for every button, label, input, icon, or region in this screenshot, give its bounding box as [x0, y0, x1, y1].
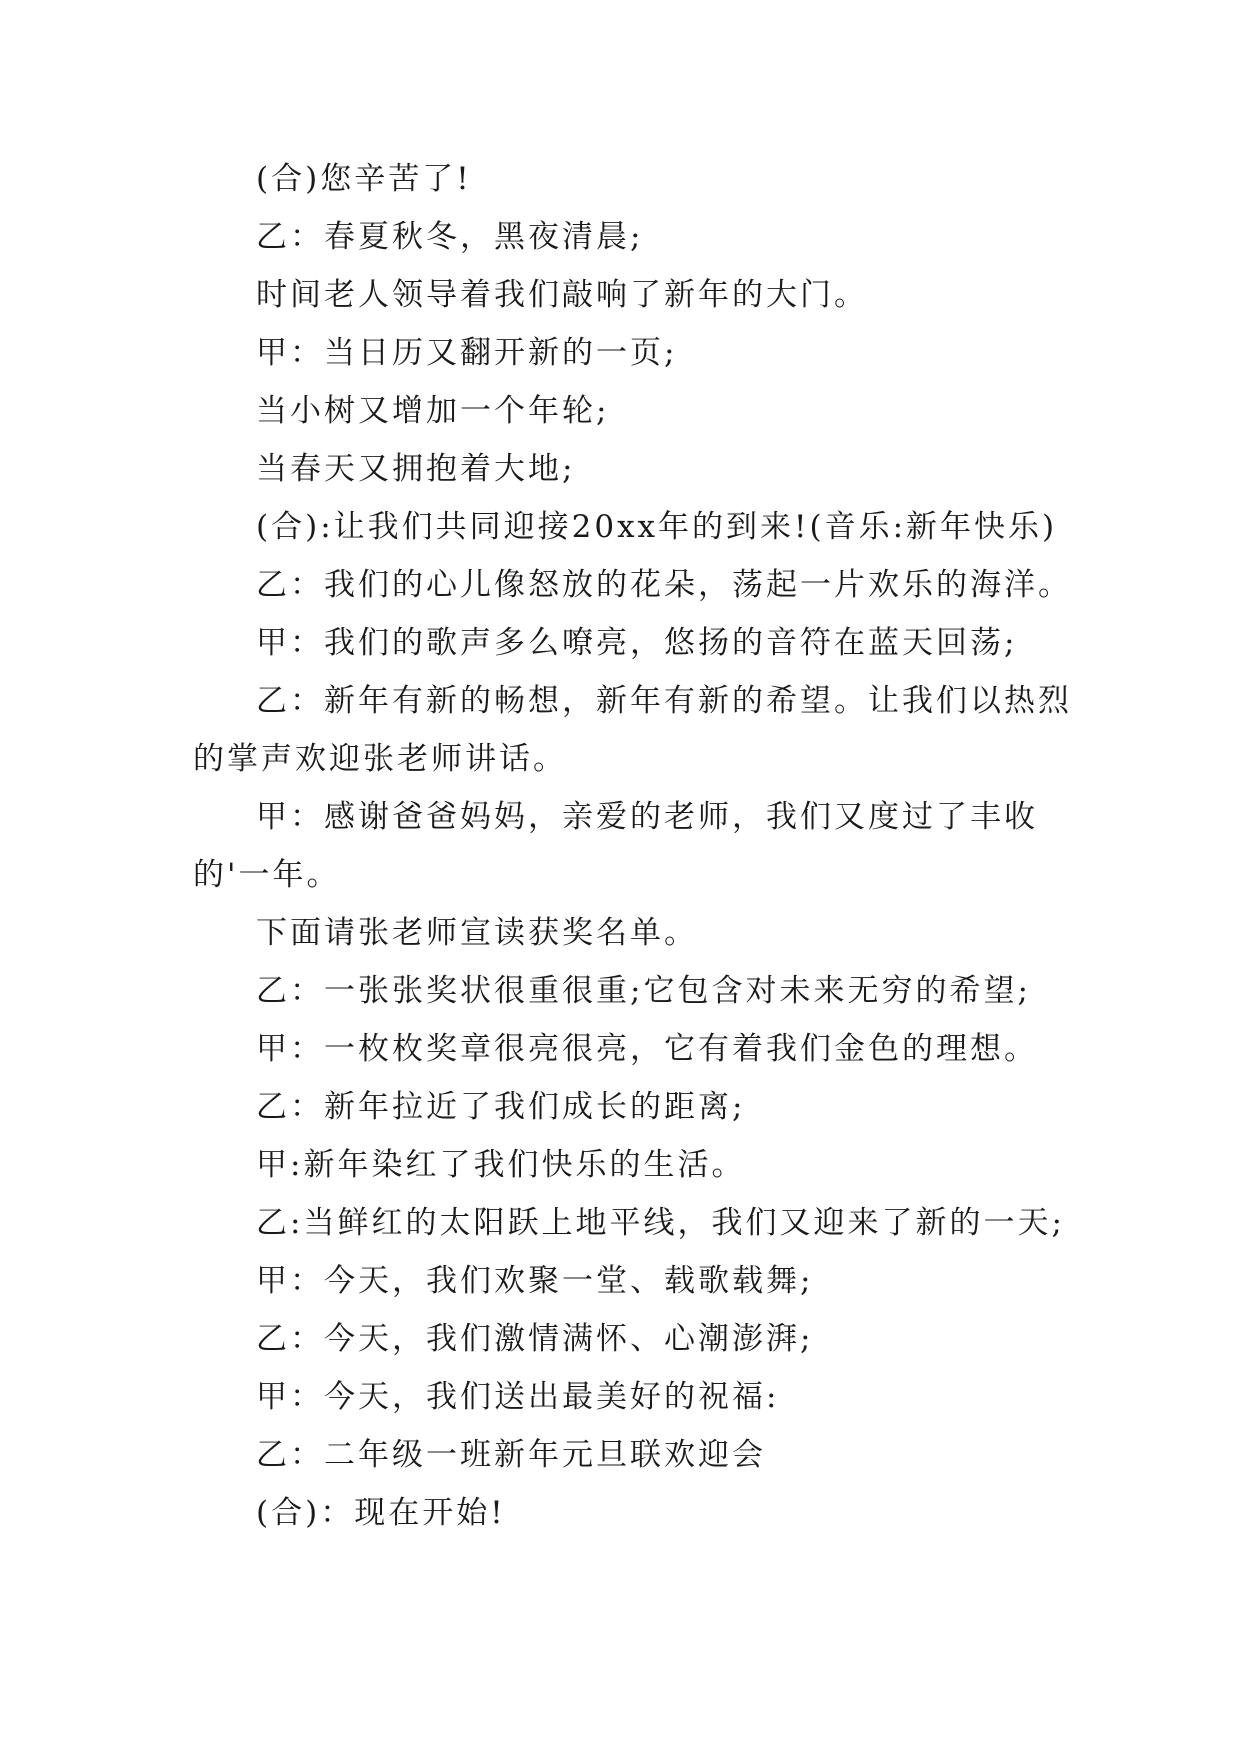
paragraph: 当春天又拥抱着大地; — [256, 451, 576, 487]
paragraph: 乙：春夏秋冬，黑夜清晨; — [256, 219, 644, 255]
paragraph: 甲：我们的歌声多么嘹亮，悠扬的音符在蓝天回荡; — [256, 625, 1018, 661]
paragraph: 甲:新年染红了我们快乐的生活。 — [256, 1147, 746, 1183]
paragraph: 甲：感谢爸爸妈妈，亲爱的老师，我们又度过了丰收的'一年。 — [193, 799, 1038, 893]
paragraph: 甲：当日历又翻开新的一页; — [256, 335, 678, 371]
paragraph: 乙：今天，我们激情满怀、心潮澎湃; — [256, 1321, 814, 1357]
paragraph: 下面请张老师宣读获奖名单。 — [256, 915, 698, 951]
paragraph: (合):让我们共同迎接20xx年的到来!(音乐:新年快乐) — [256, 509, 1058, 545]
paragraph: (合)您辛苦了! — [256, 161, 472, 197]
paragraph: 时间老人领导着我们敲响了新年的大门。 — [256, 277, 868, 313]
paragraph: 甲：今天，我们欢聚一堂、载歌载舞; — [256, 1263, 814, 1299]
paragraph: 当小树又增加一个年轮; — [256, 393, 610, 429]
paragraph: 乙：新年拉近了我们成长的距离; — [256, 1089, 746, 1125]
paragraph: (合)：现在开始! — [256, 1495, 506, 1531]
document-body — [193, 150, 1073, 1542]
paragraph: 乙：新年有新的畅想，新年有新的希望。让我们以热烈的掌声欢迎张老师讲话。 — [193, 683, 1072, 777]
paragraph: 甲：一枚枚奖章很亮很亮，它有着我们金色的理想。 — [256, 1031, 1038, 1067]
paragraph: 甲：今天，我们送出最美好的祝福: — [256, 1379, 780, 1415]
paragraph: 乙：我们的心儿像怒放的花朵，荡起一片欢乐的海洋。 — [256, 567, 1072, 603]
paragraph: 乙：二年级一班新年元旦联欢迎会 — [256, 1437, 766, 1473]
paragraph: 乙:当鲜红的太阳跃上地平线，我们又迎来了新的一天; — [256, 1205, 1065, 1241]
paragraph: 乙：一张张奖状很重很重;它包含对未来无穷的希望; — [256, 973, 1031, 1009]
